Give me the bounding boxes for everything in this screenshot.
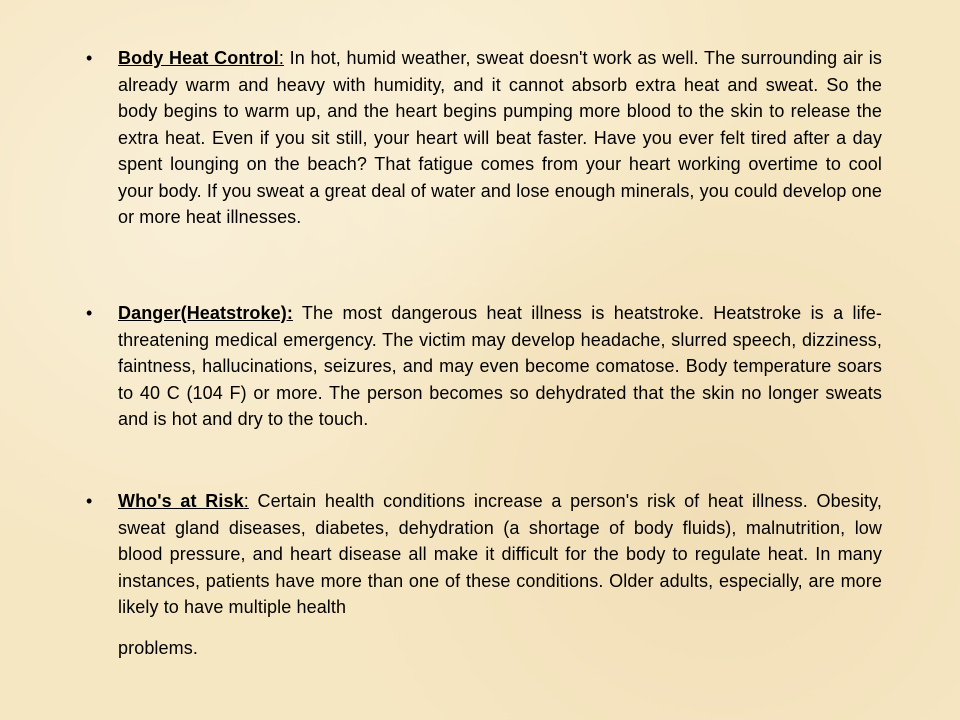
bullet-icon: • [86,491,93,511]
bullet-text [118,45,882,231]
bullet-icon: • [86,48,93,68]
term-body: In hot, humid weather, sweat doesn't work as well. The surrounding air is already warm and heavy with humidity, and it cannot absorb extra heat and sweat. So the body begins to warm up, and the heart begins pumping more blood to the skin to release the extra heat. Even if you sit still, your heart will beat faster. Have you ever felt tired after a day spent lounging on the beach? That fatigue comes from your heart working overtime to cool your body. If you sweat a great deal of water and lose enough minerals, you could develop one or more heat illnesses. [118,48,882,227]
term-heading: Danger(Heatstroke): [118,303,293,323]
term-heading: Body Heat Control [118,48,279,68]
term-heading: Who's at Risk [118,491,244,511]
term-body-tail: problems. [118,637,198,658]
term-body: Certain health conditions increase a person's risk of heat illness. Obesity, sweat gland diseases, diabetes, dehydration (a shortage of body fluids), malnutrition, low blood pressure, and heart disease all make it difficult for the body to regulate heat. In many instances, patients have more than one of these conditions. Older adults, especially, are more likely to have multiple health [118,491,882,617]
term-colon: : [243,491,249,511]
bullet-icon: • [86,303,93,323]
bullet-item-whos-at-risk [86,488,882,661]
term-colon: : [278,48,284,68]
term-body: The most dangerous heat illness is heatstroke. Heatstroke is a life-threatening medical emergency. The victim may develop headache, slurred speech, dizziness, faintness, hallucinations, seizures, and may even become comatose. Body temperature soars to 40 C (104 F) or more. The person becomes so dehydrated that the skin no longer sweats and is hot and dry to the touch. [118,303,882,429]
bullet-text [118,300,882,433]
bullet-item-body-heat-control [86,45,882,231]
bullet-text [118,488,882,661]
bullet-item-danger-heatstroke [86,300,882,433]
